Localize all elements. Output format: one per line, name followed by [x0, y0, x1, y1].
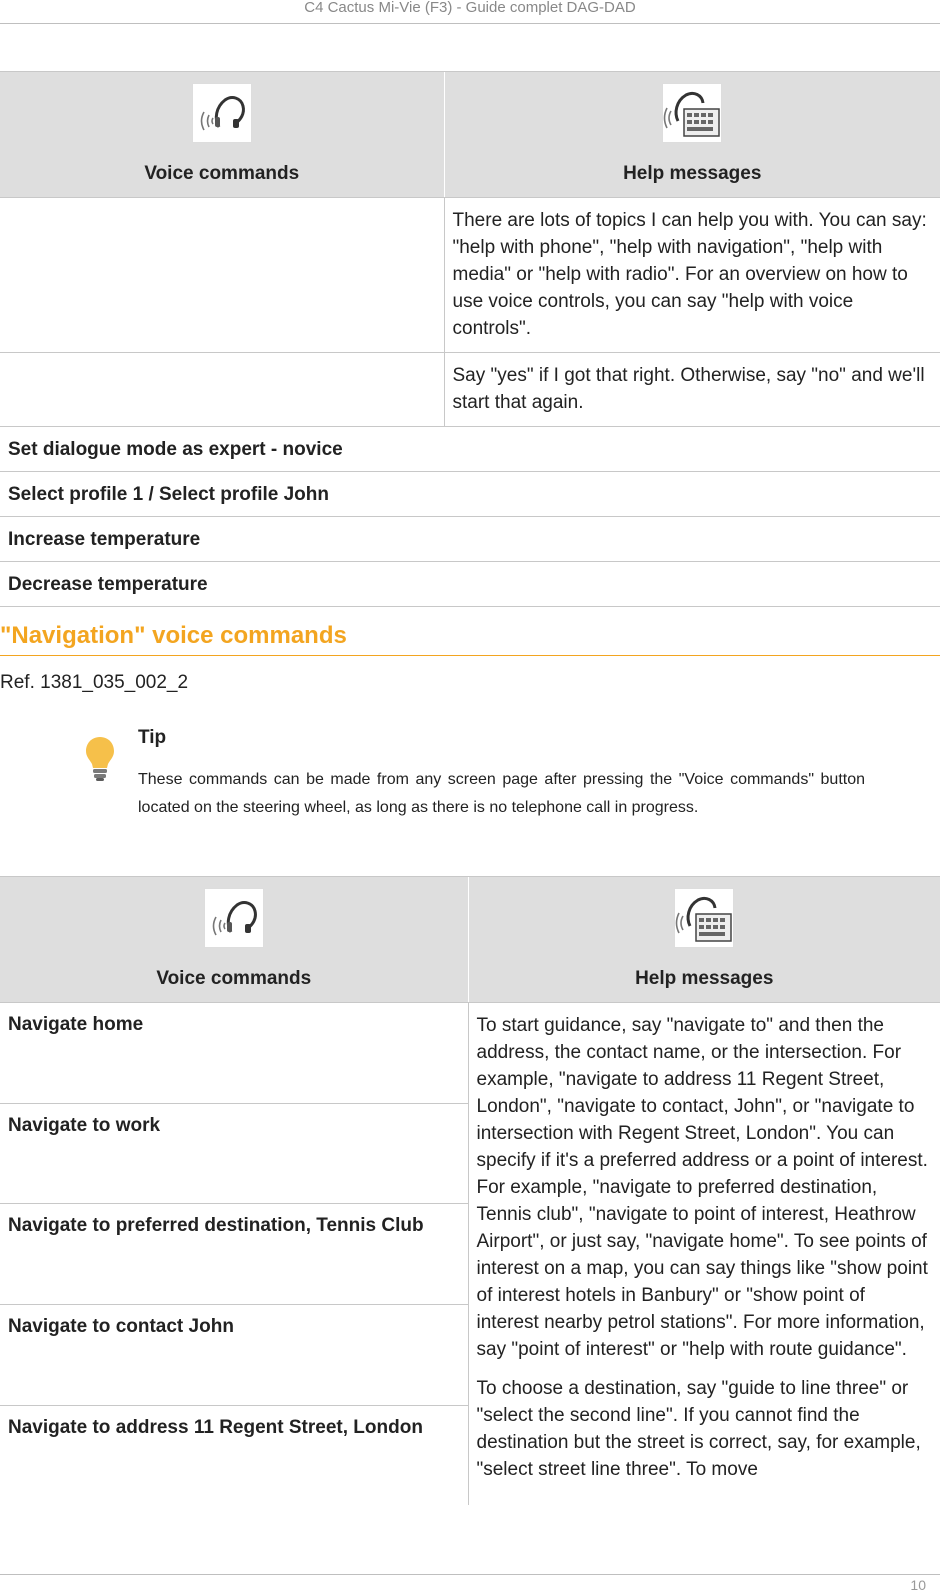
table-header-row [0, 72, 940, 198]
voice-command: Set dialogue mode as expert - novice [0, 427, 444, 472]
voice-command: Navigate home [0, 1003, 468, 1104]
reference-code: Ref. 1381_035_002_2 [0, 672, 189, 693]
table-row [0, 472, 940, 517]
help-message-icon [674, 888, 734, 948]
help-message [444, 472, 940, 517]
voice-command: Navigate to preferred destination, Tennis Club [0, 1204, 468, 1305]
table-row [0, 517, 940, 562]
page-number: 10 [910, 1577, 926, 1593]
page-footer [0, 1574, 940, 1594]
help-message: There are lots of topics I can help you with. You can say: "help with phone", "help with navigation", "help with media" or "help with radio". For an overview on how to use voice controls, you can say "help with voice controls". [444, 198, 940, 353]
help-message: Say "yes" if I got that right. Otherwise, say "no" and we'll start that again. [444, 353, 940, 427]
table-header-row [0, 877, 940, 1003]
voice-command-icon [204, 888, 264, 948]
help-paragraph: To start guidance, say "navigate to" and then the address, the contact name, or the intersection. For example, "navigate to address 11 Regent Street, London", "navigate to contact, John", or "navigate to intersection with Regent Street, London". You can specify if it's a preferred address or a point of interest. For example, "navigate to preferred destination, Tennis club", "navigate to point of interest, Heathrow Airport", or just say, "navigate home". To see points of interest on a map, you can say things like "show point of interest hotels in Banbury" or "show point of interest nearby petrol stations". For more information, say "point of interest" or "help with route guidance". [476, 1015, 928, 1360]
help-message [444, 562, 940, 607]
voice-command-icon [192, 83, 252, 143]
help-messages-header: Help messages [444, 72, 940, 198]
voice-commands-header: Voice commands [0, 877, 468, 1003]
section-title: "Navigation" voice commands [0, 621, 940, 656]
lightbulb-icon [84, 735, 116, 781]
help-messages-header: Help messages [468, 877, 940, 1003]
table-row [0, 427, 940, 472]
voice-commands-table [0, 71, 940, 607]
table-row [0, 562, 940, 607]
help-message [444, 427, 940, 472]
voice-command: Select profile 1 / Select profile John [0, 472, 444, 517]
voice-command [0, 353, 444, 427]
document-title: C4 Cactus Mi-Vie (F3) - Guide complet DAG-DAD [304, 0, 636, 16]
voice-command: Navigate to address 11 Regent Street, London [8, 1416, 423, 1438]
tip-title: Tip [138, 727, 167, 748]
table-row [0, 198, 940, 353]
voice-command: Decrease temperature [0, 562, 444, 607]
navigation-commands-table [0, 876, 940, 1505]
page-header [0, 0, 940, 24]
help-message-icon [662, 83, 722, 143]
voice-command: Navigate to work [0, 1103, 468, 1204]
voice-command: Navigate to contact John [0, 1305, 468, 1406]
voice-command: Increase temperature [0, 517, 444, 562]
table-row [0, 353, 940, 427]
voice-command [0, 198, 444, 353]
help-message [468, 1003, 940, 1506]
voice-commands-header: Voice commands [0, 72, 444, 198]
help-message [444, 517, 940, 562]
tip-text: These commands can be made from any screen page after pressing the "Voice commands" button located on the steering wheel, as long as there is no telephone call in progress. [138, 771, 865, 816]
help-paragraph: To choose a destination, say "guide to line three" or "select the second line". If you cannot find the destination but the street is correct, say, for example, "select street line three". To move [476, 1378, 921, 1480]
table-row [0, 1003, 940, 1104]
